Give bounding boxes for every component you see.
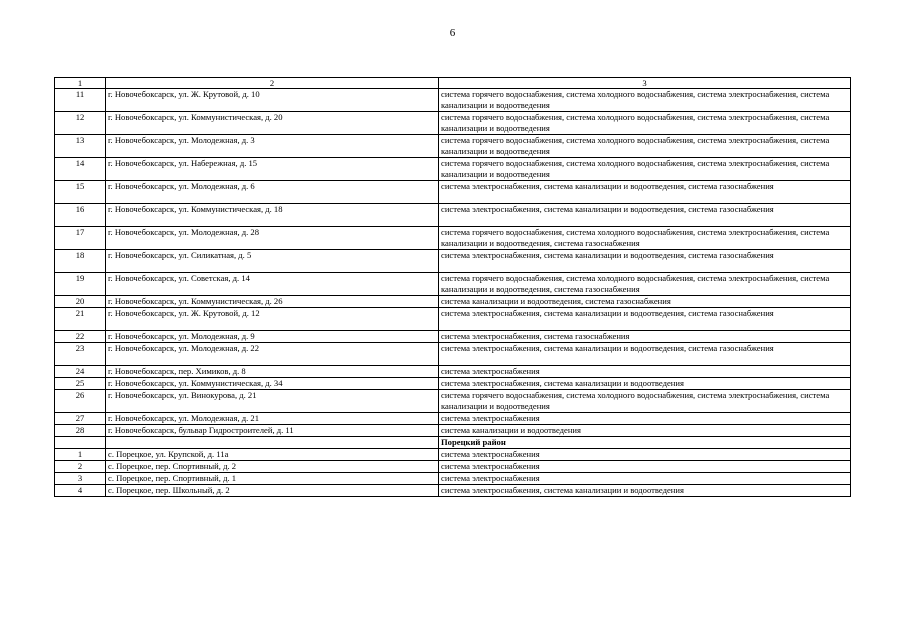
address-cell: г. Новочебоксарск, ул. Молодежная, д. 6 [106,181,439,204]
address-cell: с. Порецкое, пер. Школьный, д. 2 [106,485,439,497]
section-empty-cell [106,437,439,449]
systems-cell: система горячего водоснабжения, система холодного водоснабжения, система электроснабжения, система канализации и водоотведения [439,112,851,135]
header-cell-2: 2 [106,78,439,89]
section-row [55,437,851,449]
table-row [55,366,851,378]
row-number-cell: 22 [55,331,106,343]
systems-cell: система горячего водоснабжения, система холодного водоснабжения, система электроснабжения, система канализации и водоотведения [439,89,851,112]
address-cell: г. Новочебоксарск, ул. Молодежная, д. 21 [106,413,439,425]
table-header-row [55,78,851,89]
address-cell: г. Новочебоксарск, ул. Коммунистическая, д. 18 [106,204,439,227]
table-row [55,135,851,158]
table-row [55,181,851,204]
systems-cell: система горячего водоснабжения, система холодного водоснабжения, система электроснабжения, система канализации и водоотведения [439,158,851,181]
systems-cell: система электроснабжения, система канализации и водоотведения, система газоснабжения [439,204,851,227]
table-row [55,331,851,343]
systems-cell: система электроснабжения, система канализации и водоотведения [439,378,851,390]
systems-cell: система горячего водоснабжения, система холодного водоснабжения, система электроснабжения, система канализации и водоотведения, система газоснабжения [439,273,851,296]
table-row [55,461,851,473]
row-number-cell: 18 [55,250,106,273]
address-cell: г. Новочебоксарск, ул. Силикатная, д. 5 [106,250,439,273]
row-number-cell: 17 [55,227,106,250]
address-cell: г. Новочебоксарск, ул. Советская, д. 14 [106,273,439,296]
row-number-cell: 14 [55,158,106,181]
table-body [55,78,851,497]
address-cell: г. Новочебоксарск, ул. Винокурова, д. 21 [106,390,439,413]
row-number-cell: 20 [55,296,106,308]
systems-cell: система горячего водоснабжения, система холодного водоснабжения, система электроснабжения, система канализации и водоотведения [439,135,851,158]
table-row [55,343,851,366]
address-cell: с. Порецкое, ул. Крупской, д. 11а [106,449,439,461]
address-cell: г. Новочебоксарск, бульвар Гидростроителей, д. 11 [106,425,439,437]
systems-cell: система канализации и водоотведения, система газоснабжения [439,296,851,308]
row-number-cell: 19 [55,273,106,296]
address-cell: г. Новочебоксарск, ул. Коммунистическая, д. 20 [106,112,439,135]
systems-cell: система канализации и водоотведения [439,425,851,437]
row-number-cell: 16 [55,204,106,227]
table-row [55,89,851,112]
page-number: 6 [449,27,456,39]
table-row [55,449,851,461]
row-number-cell: 26 [55,390,106,413]
systems-cell: система электроснабжения [439,366,851,378]
address-cell: г. Новочебоксарск, ул. Ж. Крутовой, д. 12 [106,308,439,331]
row-number-cell: 15 [55,181,106,204]
row-number-cell: 13 [55,135,106,158]
header-cell-3: 3 [439,78,851,89]
row-number-cell: 27 [55,413,106,425]
address-cell: г. Новочебоксарск, пер. Химиков, д. 8 [106,366,439,378]
row-number-cell: 3 [55,473,106,485]
systems-cell: система электроснабжения, система канализации и водоотведения, система газоснабжения [439,308,851,331]
address-cell: г. Новочебоксарск, ул. Набережная, д. 15 [106,158,439,181]
address-cell: г. Новочебоксарск, ул. Ж. Крутовой, д. 10 [106,89,439,112]
table-row [55,204,851,227]
systems-cell: система горячего водоснабжения, система холодного водоснабжения, система электроснабжения, система канализации и водоотведения [439,390,851,413]
table-row [55,250,851,273]
systems-cell: система электроснабжения, система газоснабжения [439,331,851,343]
address-cell: г. Новочебоксарск, ул. Молодежная, д. 22 [106,343,439,366]
row-number-cell: 11 [55,89,106,112]
row-number-cell: 25 [55,378,106,390]
table-row [55,413,851,425]
systems-cell: система электроснабжения, система канализации и водоотведения [439,485,851,497]
row-number-cell: 1 [55,449,106,461]
systems-cell: система электроснабжения [439,413,851,425]
table-row [55,473,851,485]
systems-cell: система электроснабжения, система канализации и водоотведения, система газоснабжения [439,343,851,366]
table-row [55,273,851,296]
systems-cell: система электроснабжения [439,461,851,473]
table-row [55,390,851,413]
address-cell: с. Порецкое, пер. Спортивный, д. 1 [106,473,439,485]
table-row [55,112,851,135]
row-number-cell: 28 [55,425,106,437]
address-cell: г. Новочебоксарск, ул. Коммунистическая, д. 34 [106,378,439,390]
addresses-table [54,77,851,497]
systems-cell: система электроснабжения [439,473,851,485]
systems-cell: система горячего водоснабжения, система холодного водоснабжения, система электроснабжения, система канализации и водоотведения, система газоснабжения [439,227,851,250]
address-cell: г. Новочебоксарск, ул. Коммунистическая, д. 26 [106,296,439,308]
address-cell: с. Порецкое, пер. Спортивный, д. 2 [106,461,439,473]
row-number-cell: 4 [55,485,106,497]
row-number-cell: 2 [55,461,106,473]
section-title: Порецкий район [439,437,851,449]
table-row [55,158,851,181]
section-empty-cell [55,437,106,449]
address-cell: г. Новочебоксарск, ул. Молодежная, д. 9 [106,331,439,343]
systems-cell: система электроснабжения, система канализации и водоотведения, система газоснабжения [439,181,851,204]
row-number-cell: 24 [55,366,106,378]
systems-cell: система электроснабжения [439,449,851,461]
table-row [55,378,851,390]
header-cell-1: 1 [55,78,106,89]
table-row [55,308,851,331]
row-number-cell: 12 [55,112,106,135]
systems-cell: система электроснабжения, система канализации и водоотведения, система газоснабжения [439,250,851,273]
address-cell: г. Новочебоксарск, ул. Молодежная, д. 3 [106,135,439,158]
table-row [55,485,851,497]
address-cell: г. Новочебоксарск, ул. Молодежная, д. 28 [106,227,439,250]
table-row [55,425,851,437]
table-row [55,296,851,308]
row-number-cell: 21 [55,308,106,331]
table-row [55,227,851,250]
row-number-cell: 23 [55,343,106,366]
